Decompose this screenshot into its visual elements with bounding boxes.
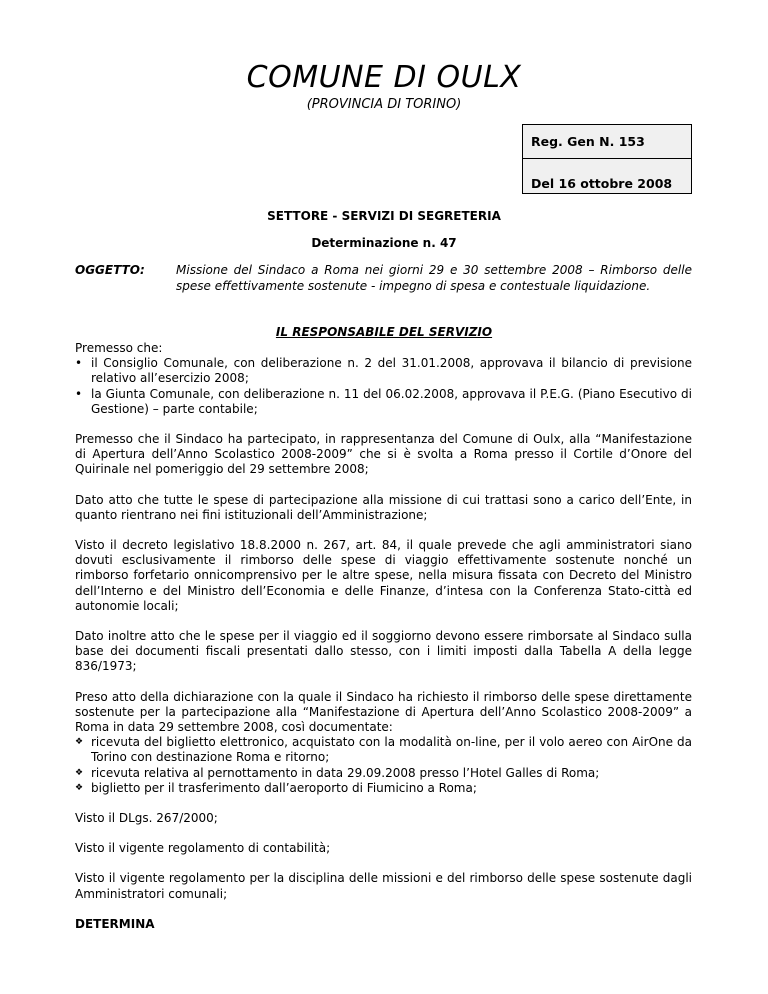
paragraph-2: Dato atto che tutte le spese di partecipazione alla missione di cui trattasi sono a carico dell’Ente, in quanto rientrano nei fini istituzionali dell’Amministrazione; <box>75 492 692 522</box>
paragraph-1: Premesso che il Sindaco ha partecipato, in rappresentanza del Comune di Oulx, alla “Manifestazione di Apertura dell’Anno Scolastico 2008-2009” che si è svolta a Roma presso il Cortile d’Onore del Quirinale nel pomeriggio del 29 settembre 2008; <box>75 432 692 477</box>
paragraph-5: Preso atto della dichiarazione con la quale il Sindaco ha richiesto il rimborso delle spese direttamente sostenute per la partecipazione alla “Manifestazione di Apertura dell’Anno Scolastico 2008-2009” a Roma in data 29 settembre 2008, così documentate: <box>75 689 692 735</box>
list-item: • la Giunta Comunale, con deliberazione n. 11 del 06.02.2008, approvava il P.E.G. (Piano Esecutivo di Gestione) – parte contabile; <box>75 386 692 416</box>
paragraph-3: Visto il decreto legislativo 18.8.2000 n. 267, art. 84, il quale prevede che agli amministratori siano dovuti esclusivamente il rimborso delle spese di viaggio effettivamente sostenute nonché un rimborso forfetario onnicomprensivo per le altre spese, nella misura fissata con Decreto del Ministro dell’Interno e del Ministro dell’Economia e delle Finanze, d’intesa con la Conferenza Stato-città ed autonomie locali; <box>75 538 692 613</box>
registration-box <box>522 124 692 194</box>
list-item: • il Consiglio Comunale, con deliberazione n. 2 del 31.01.2008, approvava il bilancio di previsione relativo all’esercizio 2008; <box>75 356 692 386</box>
paragraph-7: Visto il vigente regolamento di contabilità; <box>75 841 331 856</box>
determina-heading: DETERMINA <box>75 916 155 931</box>
bullet-dot-icon: • <box>75 386 83 401</box>
list-item: ❖ ricevuta relativa al pernottamento in data 29.09.2008 presso l’Hotel Galles di Roma; <box>75 765 600 780</box>
reg-date: Del 16 ottobre 2008 <box>531 176 673 191</box>
premesso-intro: Premesso che: <box>75 341 163 355</box>
documents-list <box>75 735 692 796</box>
list-item: ❖ ricevuta del biglietto elettronico, acquistato con la modalità on-line, per il volo aereo con AirOne da Torino con destinazione Roma e ritorno; <box>75 735 692 765</box>
province-subtitle: (PROVINCIA DI TORINO) <box>306 97 462 112</box>
section-heading: IL RESPONSABILE DEL SERVIZIO <box>275 325 493 339</box>
list-item: ❖ biglietto per il trasferimento dall’aeroporto di Fiumicino a Roma; <box>75 780 477 795</box>
diamond-bullet-icon: ❖ <box>75 767 84 778</box>
document-body <box>75 341 692 932</box>
municipality-title: COMUNE DI OULX <box>246 60 522 95</box>
diamond-bullet-icon: ❖ <box>75 782 84 793</box>
determination-number: Determinazione n. 47 <box>311 236 457 250</box>
sector-title: SETTORE - SERVIZI DI SEGRETERIA <box>267 209 501 223</box>
subject-text: Missione del Sindaco a Roma nei giorni 29 e 30 settembre 2008 – Rimborso delle spese effettivamente sostenute - impegno di spesa e contestuale liquidazione. <box>176 263 692 293</box>
diamond-bullet-icon: ❖ <box>75 737 84 748</box>
paragraph-4: Dato inoltre atto che le spese per il viaggio ed il soggiorno devono essere rimborsate al Sindaco sulla base dei documenti fiscali presentati dallo stesso, con i limiti imposti dalla Tabella A della legge 836/1973; <box>75 629 692 674</box>
premesso-list <box>75 356 692 417</box>
paragraph-8: Visto il vigente regolamento per la disciplina delle missioni e del rimborso delle spese sostenute dagli Amministratori comunali; <box>75 871 692 901</box>
reg-gen-number: Reg. Gen N. 153 <box>523 125 691 159</box>
paragraph-6: Visto il DLgs. 267/2000; <box>75 811 218 826</box>
subject-label: OGGETTO: <box>75 263 145 277</box>
bullet-dot-icon: • <box>75 356 83 371</box>
